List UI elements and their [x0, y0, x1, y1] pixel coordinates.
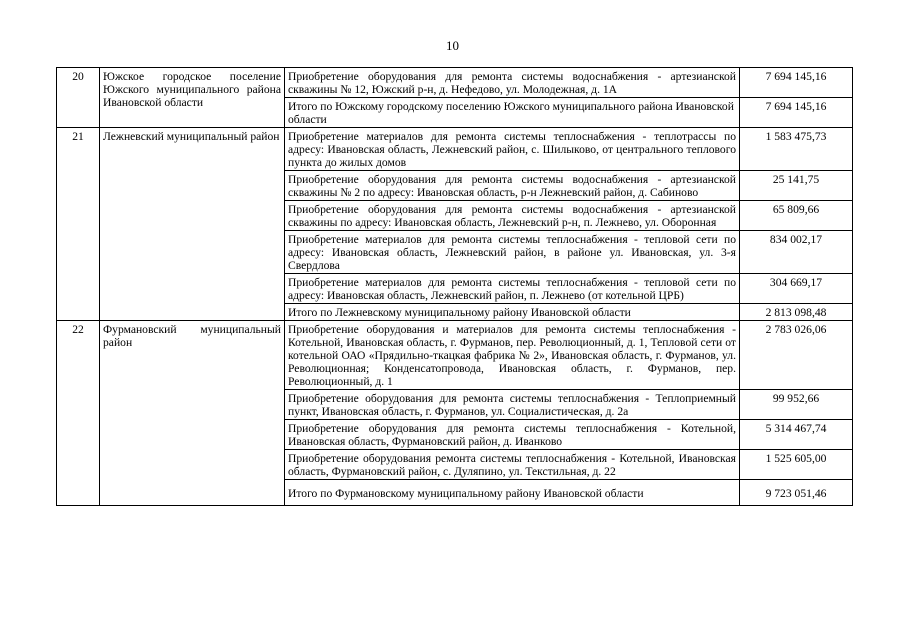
work-description: Приобретение материалов для ремонта системы теплоснабжения - тепловой сети по адресу: Ивановская область, Лежневский район, п. Лежнево (от котельной ЦРБ)	[285, 274, 740, 304]
total-label: Итого по Южскому городскому поселению Южского муниципального района Ивановской области	[285, 98, 740, 128]
amount-cell: 65 809,66	[740, 201, 853, 231]
page-number: 10	[446, 38, 459, 53]
work-description: Приобретение оборудования ремонта системы теплоснабжения - Котельной, Ивановская область, Фурмановский район, с. Дуляпино, ул. Текстильная, д. 22	[285, 450, 740, 480]
section-name: Фурмановский муниципальный район	[100, 321, 285, 506]
total-amount: 9 723 051,46	[740, 480, 853, 506]
table-row	[57, 68, 853, 98]
total-amount: 2 813 098,48	[740, 304, 853, 321]
work-description: Приобретение материалов для ремонта системы теплоснабжения - теплотрассы по адресу: Ивановская область, Лежневский район, с. Шилыково, от центрального теплового пункта до жилых домов	[285, 128, 740, 171]
total-label: Итого по Лежневскому муниципальному району Ивановской области	[285, 304, 740, 321]
work-description: Приобретение оборудования для ремонта системы теплоснабжения - Теплоприемный пункт, Ивановская область, г. Фурманов, ул. Социалистическая, д. 2а	[285, 390, 740, 420]
work-description: Приобретение материалов для ремонта системы теплоснабжения - тепловой сети по адресу: Ивановская область, Лежневский район, в районе ул. Ивановская, ул. 3-я Свердлова	[285, 231, 740, 274]
amount-cell: 834 002,17	[740, 231, 853, 274]
section-number: 22	[57, 321, 100, 506]
budget-table	[56, 67, 853, 506]
amount-cell: 99 952,66	[740, 390, 853, 420]
amount-cell: 25 141,75	[740, 171, 853, 201]
work-description: Приобретение оборудования для ремонта системы водоснабжения - артезианской скважины № 2 по адресу: Ивановская область, р-н Лежневский район, д. Сабиново	[285, 171, 740, 201]
total-label: Итого по Фурмановскому муниципальному району Ивановской области	[285, 480, 740, 506]
amount-cell: 1 525 605,00	[740, 450, 853, 480]
work-description: Приобретение оборудования для ремонта системы теплоснабжения - Котельной, Ивановская область, Фурмановский район, д. Иванково	[285, 420, 740, 450]
budget-table-body	[57, 68, 853, 506]
amount-cell: 7 694 145,16	[740, 68, 853, 98]
work-description: Приобретение оборудования для ремонта системы водоснабжения - артезианской скважины № 12, Южский р-н, д. Нефедово, ул. Молодежная, д. 1А	[285, 68, 740, 98]
amount-cell: 304 669,17	[740, 274, 853, 304]
work-description: Приобретение оборудования и материалов для ремонта системы теплоснабжения - Котельной, Ивановская область, г. Фурманов, пер. Революционный, д. 1, Тепловой сети от котельной ОАО «Прядильно-ткацкая фабрика № 2», Ивановская область, г. Фурманов, ул. Революционная; Конденсатопровода, Ивановская область, г. Фурманов, пер. Революционный, д. 1	[285, 321, 740, 390]
section-name: Южское городское поселение Южского муниципального района Ивановской области	[100, 68, 285, 128]
table-row	[57, 128, 853, 171]
total-amount: 7 694 145,16	[740, 98, 853, 128]
section-number: 21	[57, 128, 100, 321]
section-number: 20	[57, 68, 100, 128]
amount-cell: 5 314 467,74	[740, 420, 853, 450]
work-description: Приобретение оборудования для ремонта системы водоснабжения - артезианской скважины по адресу: Ивановская область, Лежневский р-н, п. Лежнево, ул. Оборонная	[285, 201, 740, 231]
amount-cell: 1 583 475,73	[740, 128, 853, 171]
amount-cell: 2 783 026,06	[740, 321, 853, 390]
section-name: Лежневский муниципальный район	[100, 128, 285, 321]
table-row	[57, 321, 853, 390]
